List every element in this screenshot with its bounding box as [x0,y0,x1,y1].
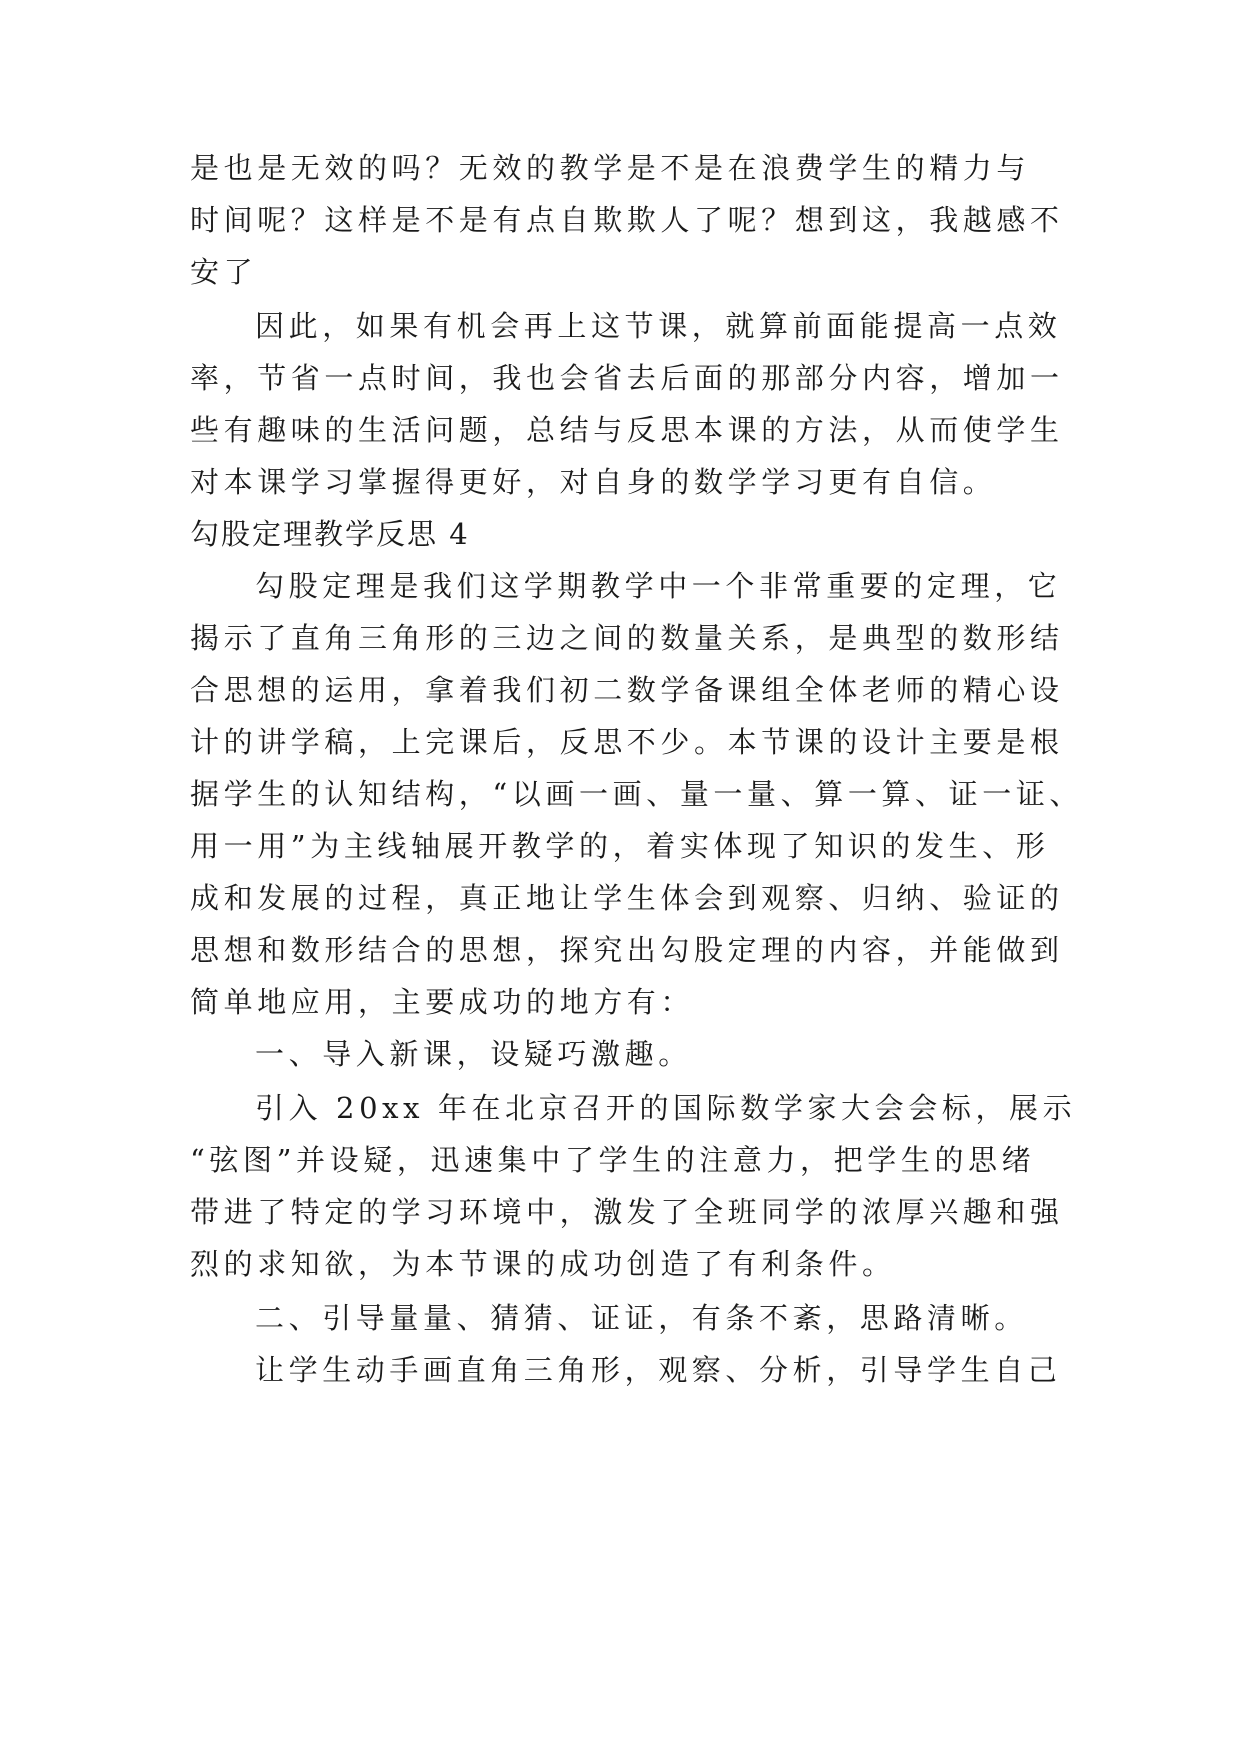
text-line: 揭示了直角三角形的三边之间的数量关系，是典型的数形结 [190,621,1064,655]
list-heading-two: 二、引导量量、猜猜、证证，有条不紊，思路清晰。 [255,1301,1028,1335]
text-line: 安了 [190,255,258,289]
text-line: 用一用”为主线轴展开教学的，着实体现了知识的发生、形 [190,829,1050,863]
text-line: 简单地应用，主要成功的地方有： [190,985,695,1019]
text-line: 是也是无效的吗？无效的教学是不是在浪费学生的精力与 [190,151,1031,185]
paragraph-first-line: 因此，如果有机会再上这节课，就算前面能提高一点效 [255,309,1062,343]
text-line: 些有趣味的生活问题，总结与反思本课的方法，从而使学生 [190,413,1064,447]
text-line: 成和发展的过程，真正地让学生体会到观察、归纳、验证的 [190,881,1064,915]
text-line: 烈的求知欲，为本节课的成功创造了有利条件。 [190,1247,896,1281]
paragraph-first-line: 引入 20xx 年在北京召开的国际数学家大会会标，展示 [255,1091,1077,1125]
paragraph-first-line: 让学生动手画直角三角形，观察、分析，引导学生自己 [255,1353,1062,1387]
text-line: 计的讲学稿，上完课后，反思不少。本节课的设计主要是根 [190,725,1064,759]
text-line: 思想和数形结合的思想，探究出勾股定理的内容，并能做到 [190,933,1064,967]
text-line: 带进了特定的学习环境中，激发了全班同学的浓厚兴趣和强 [190,1195,1064,1229]
text-line: 时间呢？这样是不是有点自欺欺人了呢？想到这，我越感不 [190,203,1064,237]
text-line: 合思想的运用，拿着我们初二数学备课组全体老师的精心设 [190,673,1064,707]
text-line: “弦图”并设疑，迅速集中了学生的注意力，把学生的思绪 [190,1143,1036,1177]
text-line: 率，节省一点时间，我也会省去后面的那部分内容，增加一 [190,361,1064,395]
paragraph-first-line: 勾股定理是我们这学期教学中一个非常重要的定理，它 [255,569,1062,603]
list-heading-one: 一、导入新课，设疑巧激趣。 [255,1037,692,1071]
section-heading: 勾股定理教学反思 4 [190,517,470,551]
text-line: 据学生的认知结构，“以画一画、量一量、算一算、证一证、 [190,777,1084,811]
text-line: 对本课学习掌握得更好，对自身的数学学习更有自信。 [190,465,997,499]
